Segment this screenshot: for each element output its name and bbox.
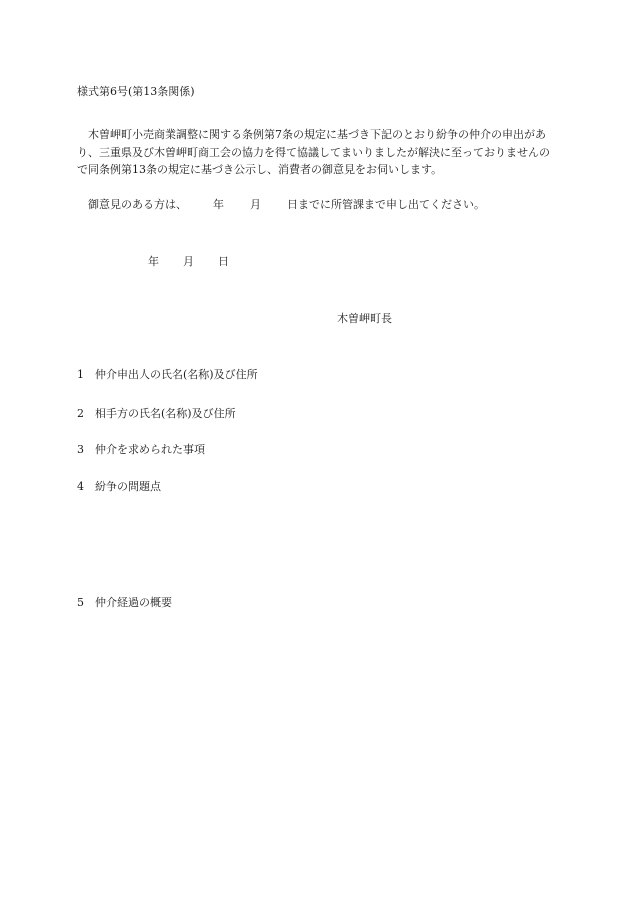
list-item	[77, 369, 258, 380]
item-number: 3	[77, 443, 84, 456]
opinion-prefix: 御意見のある方は、	[88, 198, 187, 211]
opinion-year: 年	[213, 198, 224, 211]
issuer-name: 木曽岬町長	[337, 312, 392, 325]
date-month: 月	[183, 255, 194, 268]
item-number: 1	[77, 368, 84, 381]
notice-paragraph: 木曽岬町小売商業調整に関する条例第7条の規定に基づき下記のとおり紛争の仲介の申出があり、三重県及び木曽岬町商工会の協力を得て協議してまいりましたが解決に至っておりませんので同条例第13条の規定に基づき公示し、消費者の御意見をお伺いします。	[77, 128, 550, 176]
list-item	[77, 444, 205, 455]
item-text: 相手方の氏名(名称)及び住所	[95, 407, 236, 420]
date-day: 日	[218, 255, 229, 268]
opinion-request-paragraph	[77, 196, 553, 214]
list-item	[77, 481, 161, 492]
opinion-suffix: 日までに所管課まで申し出てください。	[287, 198, 485, 211]
item-number: 5	[77, 596, 84, 609]
date-year: 年	[148, 255, 159, 268]
list-item	[77, 408, 236, 419]
item-number: 2	[77, 407, 84, 420]
item-text: 紛争の問題点	[95, 480, 161, 493]
item-number: 4	[77, 480, 84, 493]
item-text: 仲介経過の概要	[95, 596, 172, 609]
date-line	[148, 256, 229, 267]
item-text: 仲介申出人の氏名(名称)及び住所	[95, 368, 258, 381]
list-item	[77, 597, 172, 608]
form-number-label: 様式第6号(第13条関係)	[77, 85, 195, 98]
opinion-month: 月	[250, 198, 261, 211]
item-text: 仲介を求められた事項	[95, 443, 205, 456]
